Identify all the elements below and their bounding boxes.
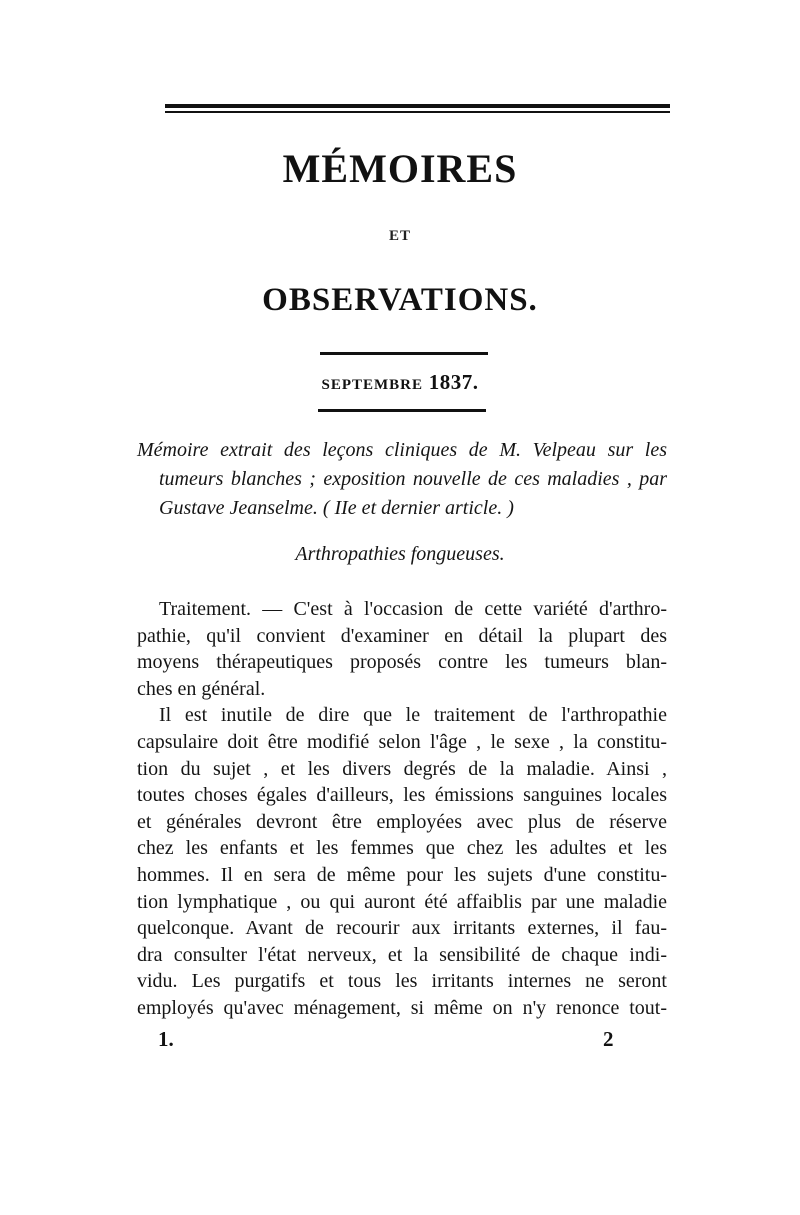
body-line: vidu. Les purgatifs et tous les irritants internes ne seront [137, 970, 667, 993]
issue-month: SEPTEMBRE [321, 377, 424, 393]
article-body [137, 596, 667, 1022]
top-thin-rule [165, 111, 670, 113]
article-heading-line: Gustave Jeanselme. ( IIe et dernier article. ) [159, 497, 514, 519]
body-line: tion du sujet , et les divers degrés de la maladie. Ainsi , [137, 757, 667, 780]
body-line: dra consulter l'état nerveux, et la sensibilité de chaque indi- [137, 943, 667, 966]
page-title: MÉMOIRES [282, 146, 518, 191]
article-heading [137, 436, 667, 523]
page-subtitle: OBSERVATIONS. [262, 282, 538, 318]
separator-rule-lower [318, 409, 486, 412]
top-double-rule [165, 104, 670, 113]
body-line: pathie, qu'il convient d'examiner en détail la plupart des [137, 624, 667, 647]
separator-rule-upper [320, 352, 488, 355]
article-heading-line: Mémoire extrait des leçons cliniques de M. Velpeau sur les [137, 439, 667, 461]
body-line: toutes choses égales d'ailleurs, les émissions sanguines locales [137, 784, 667, 807]
article-heading-line: tumeurs blanches ; exposition nouvelle de ces maladies , par [159, 468, 667, 490]
body-line: employés qu'avec ménagement, si même on n'y renonce tout- [137, 996, 667, 1019]
body-line: quelconque. Avant de recourir aux irritants externes, il fau- [137, 917, 667, 940]
signature-mark-left: 1. [158, 1027, 174, 1051]
issue-date [0, 370, 800, 395]
body-line: ches en général. [137, 677, 266, 700]
body-line: Il est inutile de dire que le traitement de l'arthropathie [159, 704, 667, 727]
body-line: moyens thérapeutiques proposés contre les tumeurs blan- [137, 651, 667, 674]
body-line: hommes. Il en sera de même pour les sujets d'une constitu- [137, 863, 667, 886]
body-line: Traitement. — C'est à l'occasion de cette variété d'arthro- [159, 598, 667, 620]
signature-mark-right: 2 [603, 1027, 614, 1051]
issue-year: 1837. [428, 370, 479, 394]
title-conjunction: ET [388, 228, 411, 244]
body-line: chez les enfants et les femmes que chez les adultes et les [137, 837, 667, 860]
body-line: et générales devront être employées avec plus de réserve [137, 810, 667, 833]
body-line: capsulaire doit être modifié selon l'âge , le sexe , la constitu- [137, 730, 667, 753]
top-thick-rule [165, 104, 670, 108]
body-line: tion lymphatique , ou qui auront été affaiblis par une maladie [137, 890, 667, 913]
section-title: Arthropathies fongueuses. [295, 543, 505, 565]
